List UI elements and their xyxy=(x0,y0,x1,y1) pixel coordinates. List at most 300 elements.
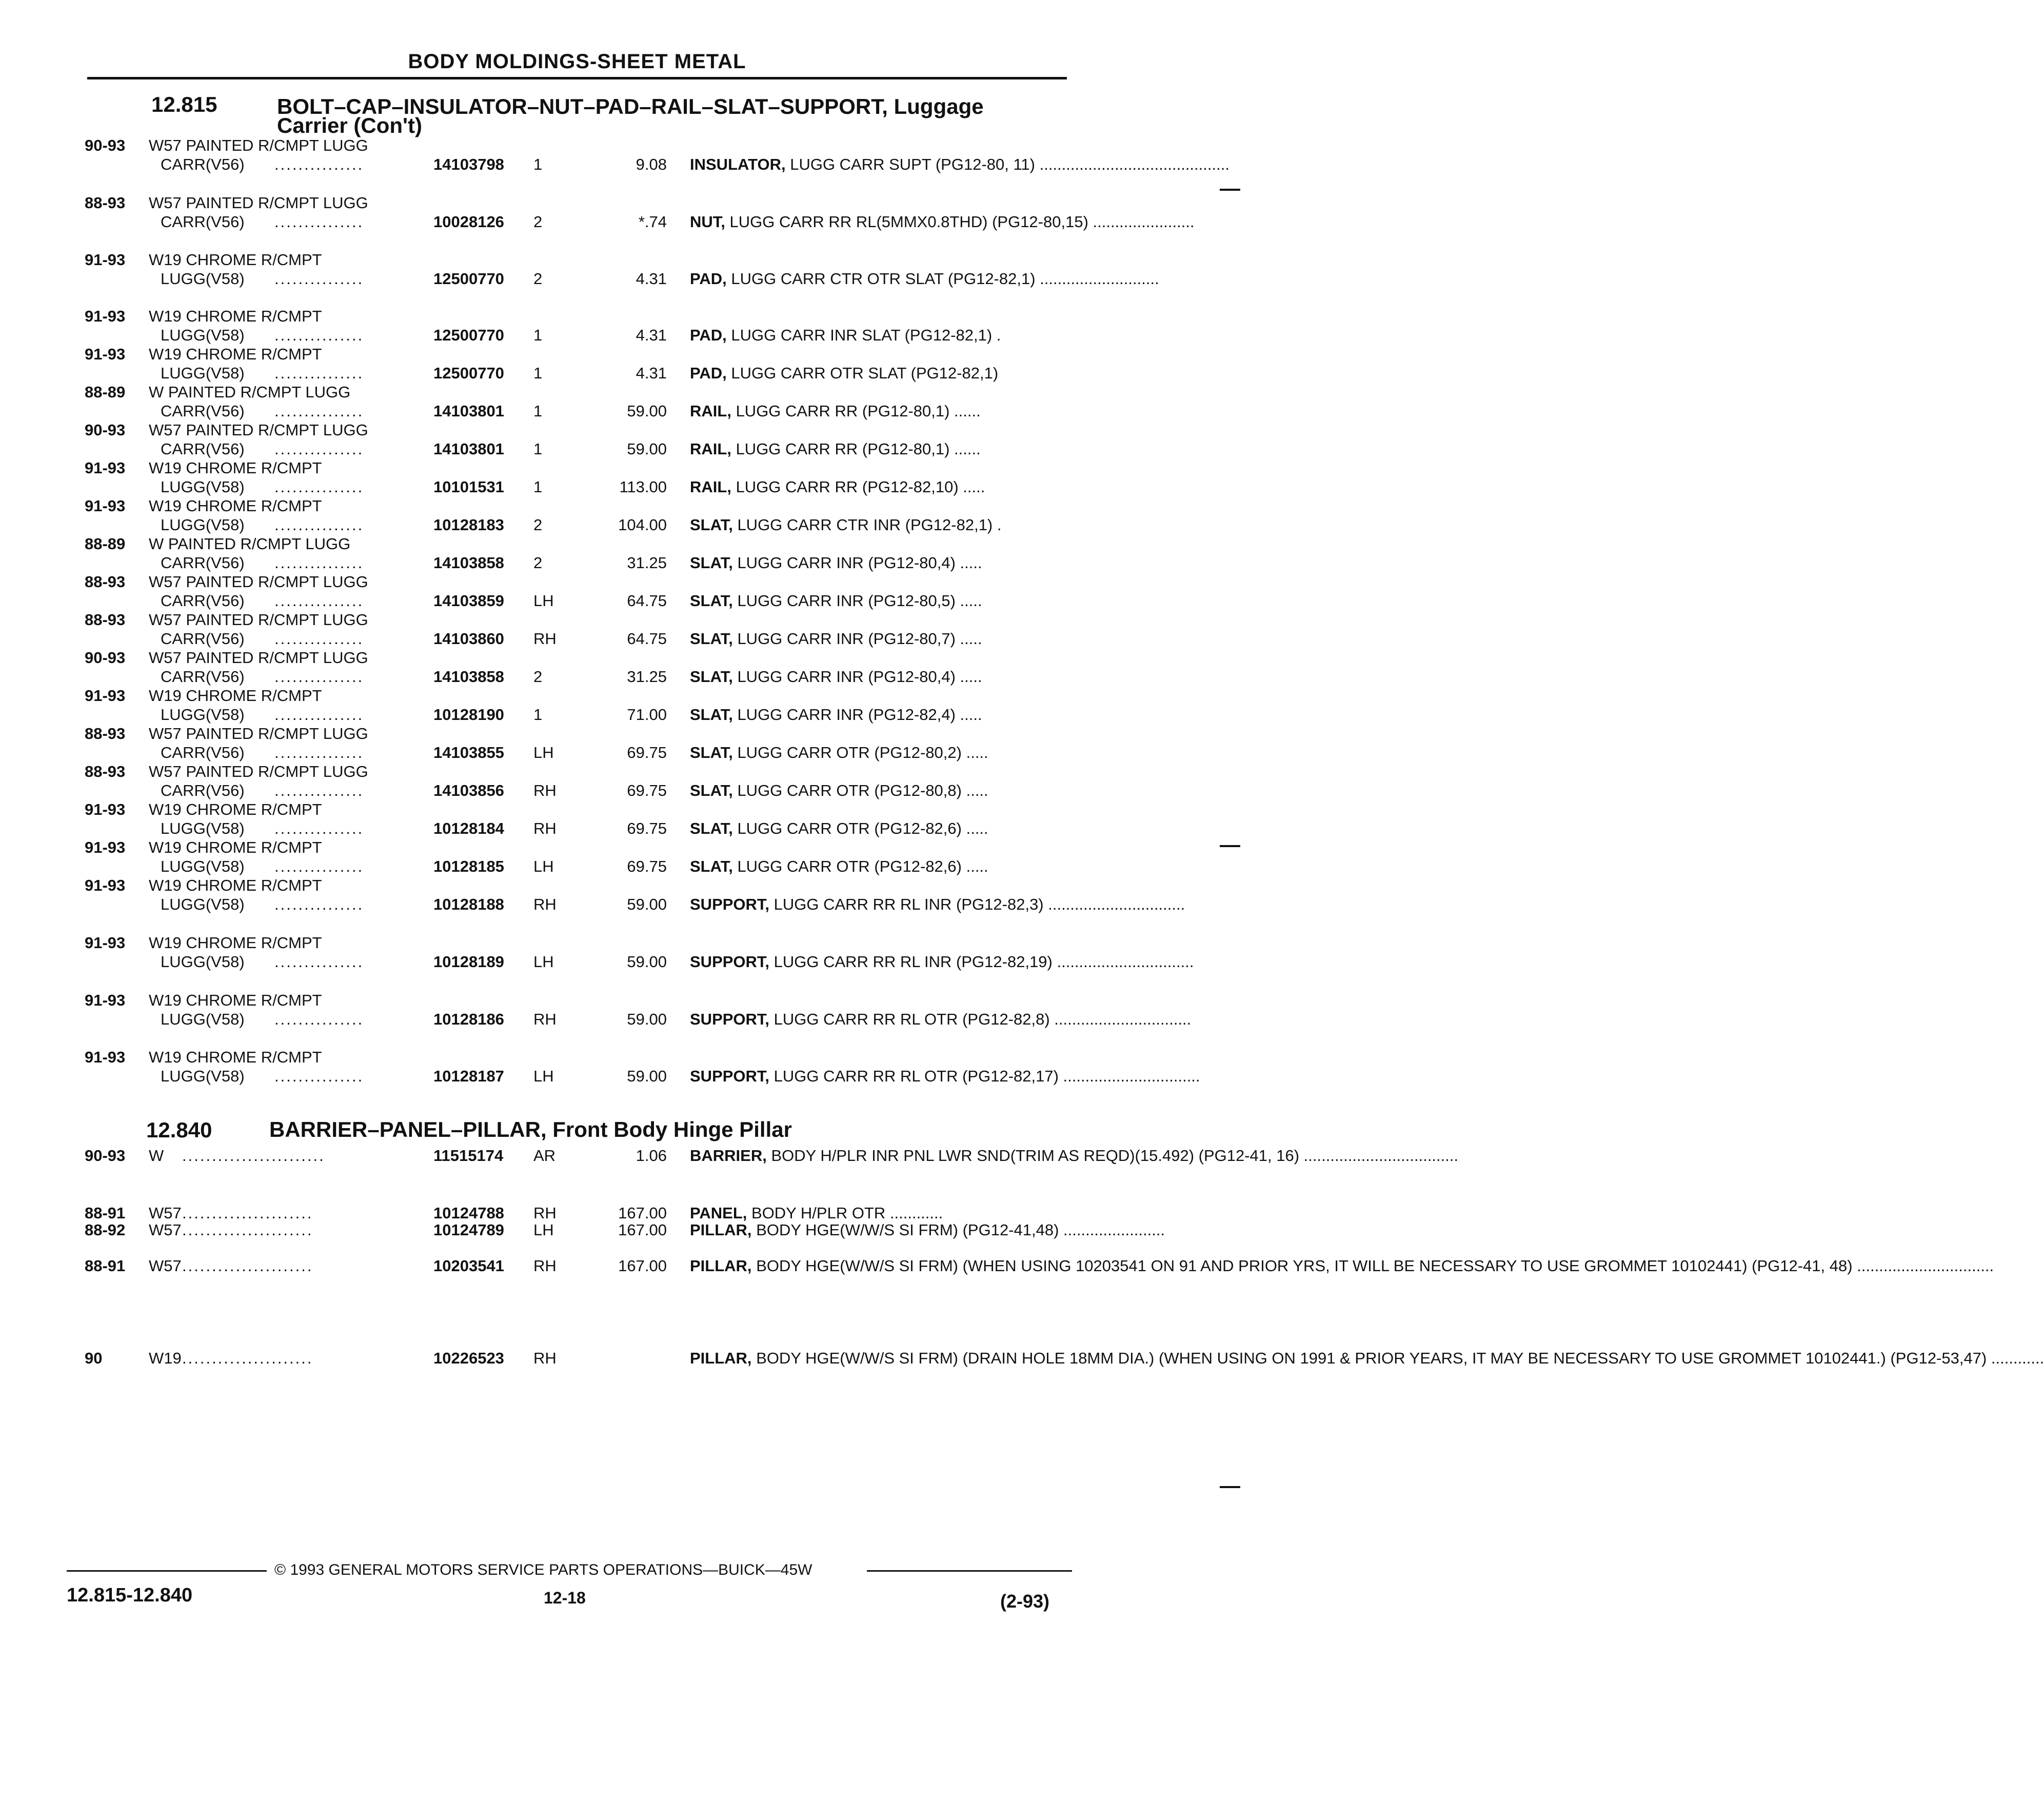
part-number: 10128185 xyxy=(433,857,504,875)
part-name: SUPPORT, xyxy=(690,1067,770,1085)
header-rule xyxy=(87,77,1067,79)
part-row xyxy=(0,383,1297,420)
part-number: 12500770 xyxy=(433,326,504,344)
section-title-continued: Carrier (Con't) xyxy=(277,113,423,137)
page-number: 12-18 xyxy=(544,1589,586,1607)
model-code: W57 PAINTED R/CMPT LUGG xyxy=(149,763,368,780)
price: 59.00 xyxy=(627,402,667,420)
part-number: 10028126 xyxy=(433,213,504,231)
price: 4.31 xyxy=(636,326,667,344)
price: 69.75 xyxy=(627,781,667,799)
quantity: RH xyxy=(533,1257,557,1275)
quantity: AR xyxy=(533,1147,556,1165)
quantity: RH xyxy=(533,1349,557,1367)
leader-dots: ............... xyxy=(274,953,364,971)
part-name: RAIL, xyxy=(690,478,731,496)
part-row xyxy=(0,800,1297,838)
model-years: 91-93 xyxy=(85,934,126,952)
part-number: 14103859 xyxy=(433,592,504,610)
model-code: W19 CHROME R/CMPT xyxy=(149,459,322,477)
part-description xyxy=(690,155,1229,174)
part-row xyxy=(0,876,1297,914)
model-code: W57 PAINTED R/CMPT LUGG xyxy=(149,611,368,629)
part-number: 10128187 xyxy=(433,1067,504,1085)
model-code: W57 xyxy=(149,1257,182,1275)
part-description xyxy=(690,1256,1994,1275)
model-years: 91-93 xyxy=(85,876,126,894)
part-detail: LUGG CARR RR RL OTR (PG12-82,17) ............................... xyxy=(773,1067,1200,1085)
model-code: W19 CHROME R/CMPT xyxy=(149,800,322,818)
quantity: RH xyxy=(533,819,557,837)
quantity: 1 xyxy=(533,326,543,344)
part-number: 14103801 xyxy=(433,440,504,458)
price: 64.75 xyxy=(627,630,667,648)
part-name: SLAT, xyxy=(690,819,733,837)
quantity: LH xyxy=(533,1221,554,1239)
model-years: 91-93 xyxy=(85,345,126,363)
part-row xyxy=(0,1256,1994,1294)
part-row xyxy=(0,1146,1459,1184)
model-years: 91-93 xyxy=(85,800,126,818)
model-years: 88-89 xyxy=(85,535,126,553)
part-detail: LUGG CARR RR RL INR (PG12-82,3) ............................... xyxy=(773,895,1185,913)
model-code: W57 xyxy=(149,1221,182,1239)
model-code-cont: LUGG(V58) xyxy=(161,270,245,288)
part-detail: BODY HGE(W/W/S SI FRM) (PG12-41,48) ....................... xyxy=(756,1221,1165,1239)
margin-mark xyxy=(1220,1486,1240,1488)
part-row xyxy=(0,1048,1297,1086)
part-description xyxy=(690,1146,1459,1165)
model-years: 88-93 xyxy=(85,725,126,743)
price: 167.00 xyxy=(618,1221,667,1239)
model-code: W xyxy=(149,1147,164,1165)
model-years: 88-89 xyxy=(85,383,126,401)
copyright-notice: © 1993 GENERAL MOTORS SERVICE PARTS OPERATIONS—BUICK—45W xyxy=(274,1561,812,1578)
part-description xyxy=(690,364,1069,383)
part-row xyxy=(0,572,1297,610)
model-code-cont: CARR(V56) xyxy=(161,213,245,231)
model-years: 91-93 xyxy=(85,687,126,705)
part-row xyxy=(0,724,1297,762)
part-detail: BODY HGE(W/W/S SI FRM) (DRAIN HOLE 18MM DIA.) (WHEN USING ON 1991 & PRIOR YEARS, IT MAY BE NECESSARY TO USE GROMMET 10102441.) (PG12-53,47) ............ xyxy=(756,1349,2044,1367)
price: 113.00 xyxy=(619,478,667,496)
section-number: 12.840 xyxy=(146,1118,212,1142)
model-code-cont: LUGG(V58) xyxy=(161,1067,245,1085)
part-description xyxy=(690,1010,1192,1029)
part-number: 10226523 xyxy=(433,1349,504,1367)
model-years: 90-93 xyxy=(85,136,126,154)
part-detail: LUGG CARR RR (PG12-80,1) ...... xyxy=(736,440,981,458)
part-number: 14103858 xyxy=(433,668,504,686)
leader-dots: ............... xyxy=(274,630,364,648)
part-description xyxy=(690,1220,1165,1239)
part-detail: LUGG CARR INR (PG12-80,7) ..... xyxy=(737,630,982,648)
part-row xyxy=(0,136,1297,174)
model-code-cont: CARR(V56) xyxy=(161,155,245,173)
price: 59.00 xyxy=(627,953,667,971)
part-detail: LUGG CARR OTR SLAT (PG12-82,1) xyxy=(731,364,999,382)
price: 69.75 xyxy=(627,744,667,761)
part-name: SLAT, xyxy=(690,706,733,724)
part-description xyxy=(690,402,1069,420)
part-row xyxy=(0,345,1297,383)
model-code: W57 PAINTED R/CMPT LUGG xyxy=(149,725,368,743)
part-detail: LUGG CARR CTR INR (PG12-82,1) . xyxy=(737,516,1002,534)
leader-dots: ............... xyxy=(274,270,364,288)
part-number: 10128189 xyxy=(433,953,504,971)
part-description xyxy=(690,857,1069,876)
section-range: 12.815-12.840 xyxy=(67,1585,193,1606)
part-name: RAIL, xyxy=(690,402,731,420)
leader-dots: ...................... xyxy=(182,1204,313,1222)
model-code: W19 CHROME R/CMPT xyxy=(149,251,322,269)
part-detail: LUGG CARR RR (PG12-82,10) ..... xyxy=(736,478,985,496)
model-code: W19 CHROME R/CMPT xyxy=(149,991,322,1009)
leader-dots: ............... xyxy=(274,668,364,686)
footer-rule-right xyxy=(867,1570,1072,1572)
part-detail: LUGG CARR OTR (PG12-82,6) ..... xyxy=(737,819,988,837)
model-code: W57 PAINTED R/CMPT LUGG xyxy=(149,649,368,667)
price: 59.00 xyxy=(627,1067,667,1085)
part-detail: LUGG CARR CTR OTR SLAT (PG12-82,1) ........................... xyxy=(731,270,1159,288)
model-code-cont: LUGG(V58) xyxy=(161,326,245,344)
part-name: SLAT, xyxy=(690,554,733,572)
section-heading-12-840 xyxy=(0,1118,1297,1149)
quantity: 1 xyxy=(533,440,543,458)
model-code-cont: LUGG(V58) xyxy=(161,1010,245,1028)
part-description xyxy=(690,439,1069,458)
part-name: PILLAR, xyxy=(690,1349,752,1367)
part-detail: LUGG CARR INR (PG12-82,4) ..... xyxy=(737,706,982,724)
price: 59.00 xyxy=(627,440,667,458)
part-description xyxy=(690,895,1185,914)
part-detail: LUGG CARR RR RL(5MMX0.8THD) (PG12-80,15) ....................... xyxy=(729,213,1195,231)
part-row xyxy=(0,991,1297,1029)
leader-dots: ............... xyxy=(274,213,364,231)
leader-dots: ............... xyxy=(274,1067,364,1085)
quantity: LH xyxy=(533,857,554,875)
part-number: 14103858 xyxy=(433,554,504,572)
part-name: SLAT, xyxy=(690,592,733,610)
part-row xyxy=(0,933,1297,971)
model-code-cont: LUGG(V58) xyxy=(161,364,245,382)
part-description xyxy=(690,952,1194,971)
part-row xyxy=(0,838,1297,876)
model-years: 91-93 xyxy=(85,459,126,477)
model-code-cont: CARR(V56) xyxy=(161,402,245,420)
section-title: BARRIER–PANEL–PILLAR, Front Body Hinge Pillar xyxy=(269,1117,792,1141)
quantity: 1 xyxy=(533,155,543,173)
quantity: RH xyxy=(533,1010,557,1028)
price: 104.00 xyxy=(618,516,667,534)
leader-dots: ............... xyxy=(274,781,364,799)
section-number: 12.815 xyxy=(151,92,217,116)
leader-dots: ............... xyxy=(274,592,364,610)
part-number: 14103801 xyxy=(433,402,504,420)
part-number: 12500770 xyxy=(433,270,504,288)
quantity: RH xyxy=(533,895,557,913)
leader-dots: ...................... xyxy=(182,1257,313,1275)
part-number: 14103855 xyxy=(433,744,504,761)
model-code-cont: CARR(V56) xyxy=(161,440,245,458)
part-description xyxy=(690,477,1069,496)
part-number: 10101531 xyxy=(433,478,504,496)
price: 69.75 xyxy=(627,819,667,837)
model-years: 91-93 xyxy=(85,991,126,1009)
model-code-cont: LUGG(V58) xyxy=(161,857,245,875)
model-code: W57 PAINTED R/CMPT LUGG xyxy=(149,194,368,212)
price: 31.25 xyxy=(627,668,667,686)
price: 4.31 xyxy=(636,364,667,382)
margin-mark xyxy=(1220,845,1240,847)
part-name: SUPPORT, xyxy=(690,895,770,913)
part-detail: BODY H/PLR INR PNL LWR SND(TRIM AS REQD)(15.492) (PG12-41, 16) ................................... xyxy=(771,1147,1459,1165)
part-description xyxy=(690,819,1069,838)
model-code: W19 xyxy=(149,1349,182,1367)
price: 64.75 xyxy=(627,592,667,610)
part-detail: BODY H/PLR OTR ............ xyxy=(751,1204,943,1222)
part-detail: LUGG CARR INR (PG12-80,4) ..... xyxy=(737,554,982,572)
quantity: LH xyxy=(533,592,554,610)
quantity: 2 xyxy=(533,516,543,534)
model-code-cont: LUGG(V58) xyxy=(161,895,245,913)
part-number: 10128186 xyxy=(433,1010,504,1028)
leader-dots: ............... xyxy=(274,326,364,344)
part-name: PAD, xyxy=(690,364,727,382)
part-description xyxy=(690,326,1069,345)
part-row xyxy=(0,496,1297,534)
part-row xyxy=(0,686,1297,724)
model-years: 88-93 xyxy=(85,194,126,212)
quantity: LH xyxy=(533,1067,554,1085)
price: 59.00 xyxy=(627,895,667,913)
part-description xyxy=(690,705,1069,724)
part-detail: LUGG CARR RR RL INR (PG12-82,19) ............................... xyxy=(773,953,1194,971)
model-code-cont: CARR(V56) xyxy=(161,592,245,610)
quantity: RH xyxy=(533,630,557,648)
part-name: PILLAR, xyxy=(690,1257,752,1275)
leader-dots: ............... xyxy=(274,516,364,534)
price: 4.31 xyxy=(636,270,667,288)
quantity: LH xyxy=(533,953,554,971)
model-code: W19 CHROME R/CMPT xyxy=(149,1048,322,1066)
model-code-cont: CARR(V56) xyxy=(161,668,245,686)
model-years: 88-93 xyxy=(85,611,126,629)
model-code-cont: LUGG(V58) xyxy=(161,953,245,971)
part-name: PANEL, xyxy=(690,1204,747,1222)
part-detail: LUGG CARR RR (PG12-80,1) ...... xyxy=(736,402,981,420)
part-description xyxy=(690,1067,1200,1086)
part-number: 10124789 xyxy=(433,1221,504,1239)
part-name: SLAT, xyxy=(690,781,733,799)
model-code: W19 CHROME R/CMPT xyxy=(149,934,322,952)
part-row xyxy=(0,420,1297,458)
leader-dots: ...................... xyxy=(182,1221,313,1239)
model-code: W19 CHROME R/CMPT xyxy=(149,838,322,856)
part-row xyxy=(0,762,1297,800)
leader-dots: ............... xyxy=(274,364,364,382)
quantity: 2 xyxy=(533,270,543,288)
part-number: 11515174 xyxy=(433,1147,504,1165)
part-number: 12500770 xyxy=(433,364,504,382)
part-description xyxy=(690,781,1069,800)
part-detail: LUGG CARR OTR (PG12-80,8) ..... xyxy=(737,781,988,799)
model-code: W57 PAINTED R/CMPT LUGG xyxy=(149,136,368,154)
price: 9.08 xyxy=(636,155,667,173)
part-row xyxy=(0,1349,2044,1387)
quantity: 1 xyxy=(533,402,543,420)
part-description xyxy=(690,667,1069,686)
date-code: (2-93) xyxy=(1000,1591,1050,1612)
quantity: 1 xyxy=(533,706,543,724)
part-number: 10124788 xyxy=(433,1204,504,1222)
model-code-cont: LUGG(V58) xyxy=(161,478,245,496)
part-description xyxy=(690,269,1159,288)
margin-mark xyxy=(1220,189,1240,191)
part-row xyxy=(0,458,1297,496)
quantity: RH xyxy=(533,781,557,799)
part-number: 10128183 xyxy=(433,516,504,534)
quantity: 1 xyxy=(533,364,543,382)
model-years: 91-93 xyxy=(85,307,126,325)
model-code-cont: LUGG(V58) xyxy=(161,819,245,837)
leader-dots: ............... xyxy=(274,895,364,913)
quantity: 2 xyxy=(533,668,543,686)
part-row xyxy=(0,307,1297,345)
model-code: W19 CHROME R/CMPT xyxy=(149,876,322,894)
quantity: 2 xyxy=(533,554,543,572)
part-name: SUPPORT, xyxy=(690,953,770,971)
model-code: W19 CHROME R/CMPT xyxy=(149,497,322,515)
price: 71.00 xyxy=(627,706,667,724)
quantity: 2 xyxy=(533,213,543,231)
price: 167.00 xyxy=(618,1257,667,1275)
part-detail: LUGG CARR OTR (PG12-80,2) ..... xyxy=(737,744,988,761)
footer-rule-left xyxy=(67,1570,267,1572)
model-code: W57 xyxy=(149,1204,182,1222)
part-detail: LUGG CARR INR (PG12-80,5) ..... xyxy=(737,592,982,610)
model-code-cont: CARR(V56) xyxy=(161,781,245,799)
price: 31.25 xyxy=(627,554,667,572)
model-years: 88-91 xyxy=(85,1204,126,1222)
part-description xyxy=(690,553,1069,572)
part-detail: LUGG CARR OTR (PG12-82,6) ..... xyxy=(737,857,988,875)
part-number: 14103798 xyxy=(433,155,504,173)
part-description xyxy=(690,591,1069,610)
model-years: 88-93 xyxy=(85,763,126,780)
model-code-cont: LUGG(V58) xyxy=(161,516,245,534)
part-name: SLAT, xyxy=(690,857,733,875)
model-years: 90-93 xyxy=(85,421,126,439)
model-code: W57 PAINTED R/CMPT LUGG xyxy=(149,573,368,591)
part-row xyxy=(0,250,1297,288)
part-number: 10203541 xyxy=(433,1257,504,1275)
model-years: 88-93 xyxy=(85,573,126,591)
part-description xyxy=(690,1349,2044,1368)
quantity: 1 xyxy=(533,478,543,496)
part-detail: LUGG CARR INR SLAT (PG12-82,1) . xyxy=(731,326,1001,344)
model-years: 90-93 xyxy=(85,649,126,667)
model-code: W PAINTED R/CMPT LUGG xyxy=(149,535,351,553)
model-code: W19 CHROME R/CMPT xyxy=(149,687,322,705)
leader-dots: ............... xyxy=(274,155,364,173)
model-code-cont: CARR(V56) xyxy=(161,744,245,761)
part-row xyxy=(0,610,1297,648)
quantity: RH xyxy=(533,1204,557,1222)
quantity: LH xyxy=(533,744,554,761)
model-code: W19 CHROME R/CMPT xyxy=(149,307,322,325)
model-years: 91-93 xyxy=(85,251,126,269)
leader-dots: ............... xyxy=(274,1010,364,1028)
model-years: 91-93 xyxy=(85,497,126,515)
part-name: PAD, xyxy=(690,326,727,344)
part-row xyxy=(0,648,1297,686)
part-description xyxy=(690,629,1069,648)
part-number: 10128184 xyxy=(433,819,504,837)
leader-dots: ...................... xyxy=(182,1349,313,1367)
leader-dots: ............... xyxy=(274,857,364,875)
part-row xyxy=(0,1220,1297,1258)
section-title: BOLT–CAP–INSULATOR–NUT–PAD–RAIL–SLAT–SUPPORT, Luggage xyxy=(277,94,984,118)
part-number: 10128190 xyxy=(433,706,504,724)
leader-dots: ............... xyxy=(274,706,364,724)
part-name: NUT, xyxy=(690,213,725,231)
model-code: W19 CHROME R/CMPT xyxy=(149,345,322,363)
model-years: 91-93 xyxy=(85,838,126,856)
model-code-cont: CARR(V56) xyxy=(161,630,245,648)
leader-dots: ........................ xyxy=(182,1147,325,1165)
part-detail: LUGG CARR SUPT (PG12-80, 11) ........................................... xyxy=(790,155,1229,173)
part-name: BARRIER, xyxy=(690,1147,767,1165)
part-name: SLAT, xyxy=(690,744,733,761)
model-years: 88-91 xyxy=(85,1257,126,1275)
model-code-cont: CARR(V56) xyxy=(161,554,245,572)
leader-dots: ............... xyxy=(274,402,364,420)
part-row xyxy=(0,193,1297,231)
leader-dots: ............... xyxy=(274,744,364,761)
model-code: W PAINTED R/CMPT LUGG xyxy=(149,383,351,401)
model-code-cont: LUGG(V58) xyxy=(161,706,245,724)
part-detail: LUGG CARR RR RL OTR (PG12-82,8) ............................... xyxy=(773,1010,1192,1028)
leader-dots: ............... xyxy=(274,478,364,496)
part-number: 14103860 xyxy=(433,630,504,648)
part-name: SLAT, xyxy=(690,668,733,686)
price: 167.00 xyxy=(618,1204,667,1222)
page-footer xyxy=(0,1559,1297,1626)
part-description xyxy=(690,1204,1069,1222)
model-years: 88-92 xyxy=(85,1221,126,1239)
price: 1.06 xyxy=(636,1147,667,1165)
model-code: W57 PAINTED R/CMPT LUGG xyxy=(149,421,368,439)
part-description xyxy=(690,212,1195,231)
part-name: SLAT, xyxy=(690,630,733,648)
part-name: SUPPORT, xyxy=(690,1010,770,1028)
model-years: 91-93 xyxy=(85,1048,126,1066)
part-name: SLAT, xyxy=(690,516,733,534)
part-name: PAD, xyxy=(690,270,727,288)
part-name: INSULATOR, xyxy=(690,155,786,173)
price: *.74 xyxy=(638,213,667,231)
part-name: PILLAR, xyxy=(690,1221,752,1239)
model-years: 90-93 xyxy=(85,1147,126,1165)
part-detail: BODY HGE(W/W/S SI FRM) (WHEN USING 10203541 ON 91 AND PRIOR YRS, IT WILL BE NECESSARY TO USE GROMMET 10102441) (PG12-41, 48) ............................... xyxy=(756,1257,1994,1275)
part-name: RAIL, xyxy=(690,440,731,458)
price: 59.00 xyxy=(627,1010,667,1028)
part-detail: LUGG CARR INR (PG12-80,4) ..... xyxy=(737,668,982,686)
leader-dots: ............... xyxy=(274,554,364,572)
leader-dots: ............... xyxy=(274,819,364,837)
part-row xyxy=(0,534,1297,572)
